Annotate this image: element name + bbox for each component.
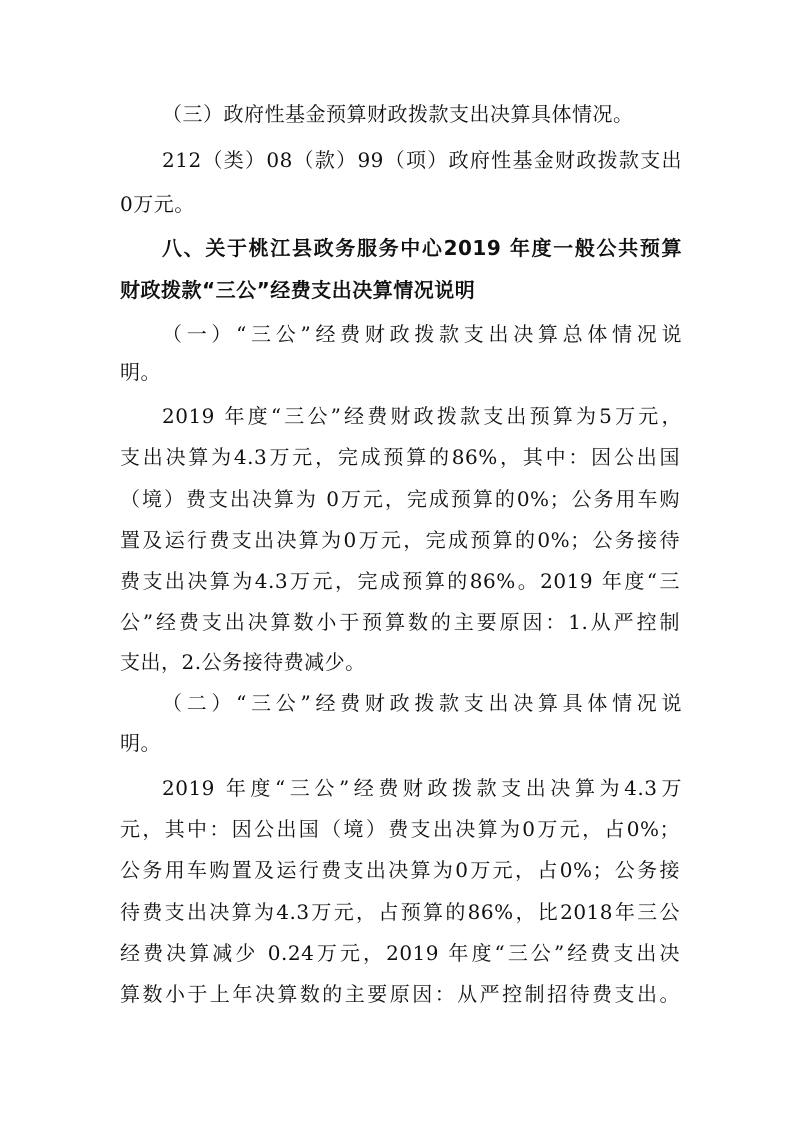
paragraph-line: 支出决算为4.3万元，完成预算的86%，其中：因公出国 <box>120 445 680 469</box>
paragraph-line: 算数小于上年决算数的主要原因：从严控制招待费支出。 <box>120 982 680 1006</box>
paragraph-line: 0万元。 <box>120 192 195 216</box>
paragraph-line: 212（类）08（款）99（项）政府性基金财政拨款支出 <box>162 148 682 172</box>
paragraph-line: 公”经费支出决算数小于预算数的主要原因：1.从严控制 <box>120 610 680 634</box>
paragraph-line: 费支出决算为4.3万元，完成预算的86%。2019 年度“三 <box>120 569 680 593</box>
subsection-2-heading-cont: 明。 <box>120 731 161 755</box>
subsection-1-heading: （一）“三公”经费财政拨款支出决算总体情况说 <box>162 322 682 346</box>
paragraph-line: 置及运行费支出决算为0万元，完成预算的0%；公务接待 <box>120 528 680 552</box>
paragraph-line: 待费支出决算为4.3万元，占预算的86%，比2018年三公 <box>120 900 680 924</box>
paragraph-line: 元，其中：因公出国（境）费支出决算为0万元，占0%； <box>120 817 680 841</box>
section-8-heading-cont: 财政拨款“三公”经费支出决算情况说明 <box>120 278 476 302</box>
paragraph-line: 2019 年度“三公”经费财政拨款支出预算为5万元， <box>162 404 682 428</box>
subsection-1-heading-cont: 明。 <box>120 360 161 384</box>
paragraph-line: 支出，2.公务接待费减少。 <box>120 650 366 674</box>
section-3-heading: （三）政府性基金预算财政拨款支出决算具体情况。 <box>162 102 634 126</box>
paragraph-line: 公务用车购置及运行费支出决算为0万元，占0%；公务接 <box>120 858 680 882</box>
subsection-2-heading: （二）“三公”经费财政拨款支出决算具体情况说 <box>162 691 682 715</box>
section-8-heading: 八、关于桃江县政务服务中心2019 年度一般公共预算 <box>162 236 682 260</box>
paragraph-line: （境）费支出决算为 0万元，完成预算的0%；公务用车购 <box>120 487 680 511</box>
paragraph-line: 经费决算减少 0.24万元，2019 年度“三公”经费支出决 <box>120 941 680 965</box>
paragraph-line: 2019 年度“三公”经费财政拨款支出决算为4.3万 <box>162 776 682 800</box>
